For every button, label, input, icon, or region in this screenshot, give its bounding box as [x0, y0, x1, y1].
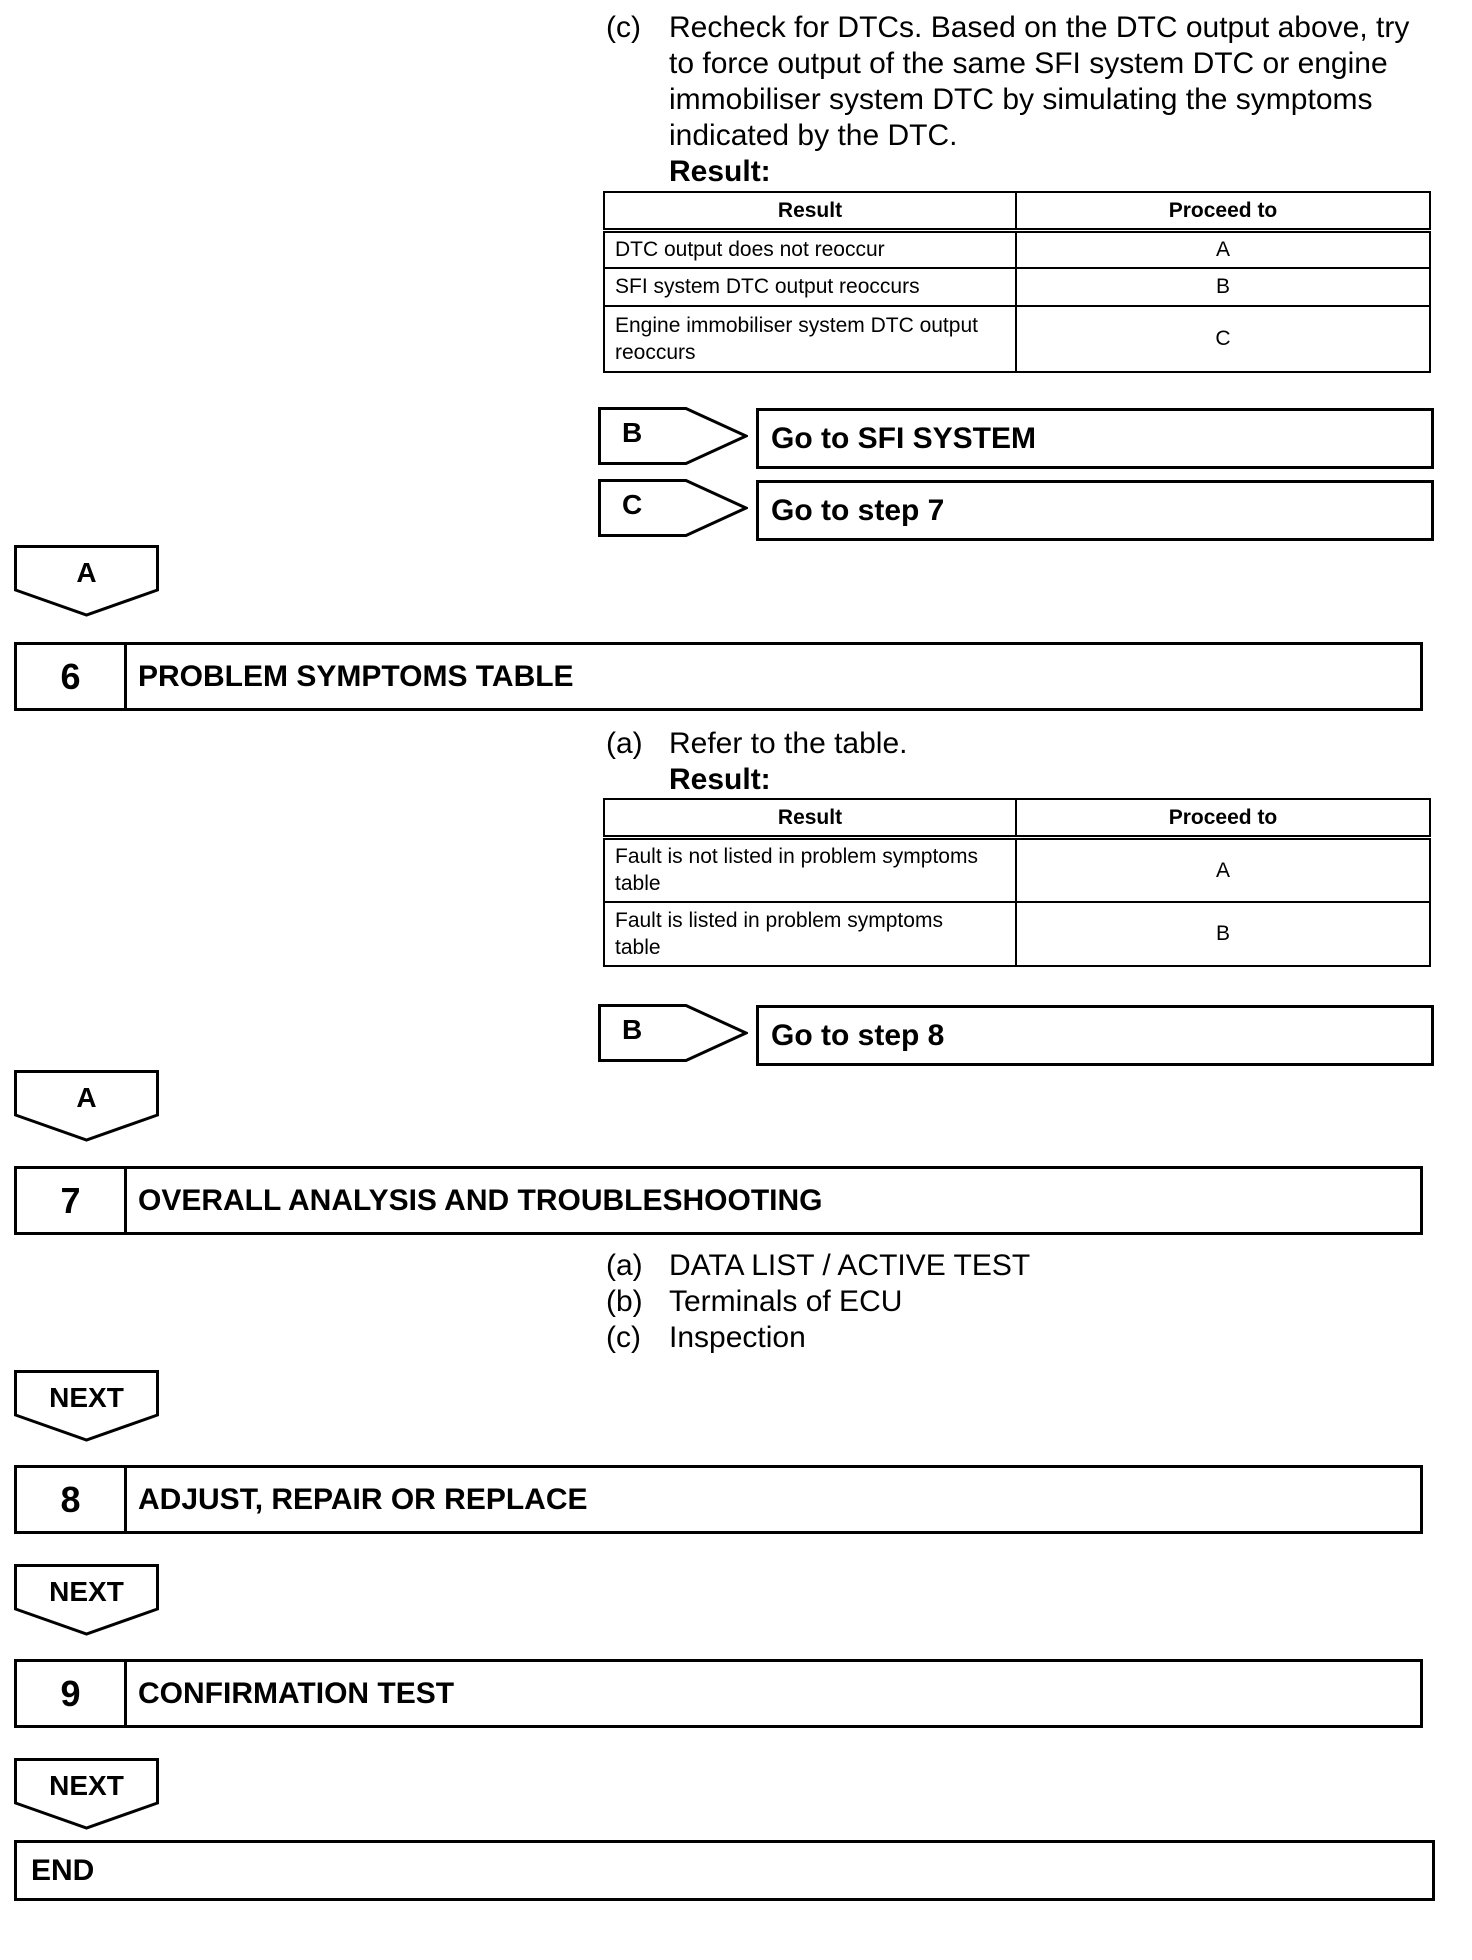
step-number: 9	[17, 1662, 127, 1725]
item-label: (a)	[606, 1249, 643, 1282]
end-box: END	[14, 1840, 1435, 1901]
text-line: to force output of the same SFI system DTC or engine	[669, 47, 1388, 80]
table-row	[604, 306, 1430, 372]
item-text: Terminals of ECU	[669, 1285, 903, 1318]
table-row	[604, 838, 1430, 902]
right-arrow-icon	[598, 1004, 748, 1062]
item-text: DATA LIST / ACTIVE TEST	[669, 1249, 1031, 1282]
step-title: ADJUST, REPAIR OR REPLACE	[138, 1482, 588, 1516]
result-label: Result:	[669, 155, 771, 188]
item-label: (a)	[606, 727, 643, 760]
item-label: (c)	[606, 11, 641, 44]
down-arrow-a	[14, 545, 159, 617]
list-item	[606, 1320, 806, 1356]
list-item	[606, 1248, 1031, 1284]
cell-result	[604, 838, 1016, 902]
step7-items	[606, 1248, 1426, 1358]
branch-arrow-c	[598, 479, 748, 537]
down-arrow-label: NEXT	[49, 1382, 124, 1413]
branch-arrow-b	[598, 1004, 748, 1062]
header-proceed: Proceed to	[1016, 192, 1430, 231]
step-7-header	[14, 1166, 1423, 1235]
result-label: Result:	[669, 763, 771, 796]
step-title: CONFIRMATION TEST	[138, 1676, 455, 1710]
cell-result	[604, 306, 1016, 372]
step-number: 7	[17, 1169, 127, 1232]
step-number: 8	[17, 1468, 127, 1531]
header-result: Result	[604, 799, 1016, 838]
header-result: Result	[604, 192, 1016, 231]
cell-line: table	[615, 872, 661, 896]
down-arrow-label: NEXT	[49, 1770, 124, 1801]
cell-line: Fault is not listed in problem symptoms	[615, 845, 978, 869]
header-proceed: Proceed to	[1016, 799, 1430, 838]
goto-sfi-system[interactable]: Go to SFI SYSTEM	[756, 408, 1434, 469]
cell-proceed: A	[1016, 231, 1430, 268]
down-arrow-next	[14, 1564, 159, 1636]
down-arrow-next	[14, 1370, 159, 1442]
table-row	[604, 268, 1430, 306]
step-6-header	[14, 642, 1423, 711]
item-text: Refer to the table.	[669, 727, 908, 760]
down-arrow-label: A	[76, 557, 97, 588]
table-header-row	[604, 192, 1430, 231]
list-item	[606, 1284, 903, 1320]
cell-proceed: B	[1016, 902, 1430, 966]
branch-letter: B	[622, 417, 643, 448]
cell-line: reoccurs	[615, 340, 696, 364]
down-arrow-a	[14, 1070, 159, 1142]
result-table-step5	[603, 191, 1431, 373]
result-table-step6	[603, 798, 1431, 967]
cell-line: table	[615, 935, 661, 959]
item-text: Inspection	[669, 1321, 806, 1354]
text-line: Recheck for DTCs. Based on the DTC output above, try	[669, 11, 1410, 44]
table-header-row	[604, 799, 1430, 838]
branch-letter: B	[622, 1014, 643, 1045]
step5-c-paragraph	[606, 10, 1426, 156]
cell-proceed: B	[1016, 268, 1430, 306]
cell-line: Engine immobiliser system DTC output	[615, 313, 978, 337]
down-arrow-next	[14, 1758, 159, 1830]
step-8-header	[14, 1465, 1423, 1534]
item-text	[669, 10, 1409, 154]
step6-a-paragraph	[606, 726, 1426, 762]
branch-letter: C	[622, 489, 643, 520]
right-arrow-icon	[598, 407, 748, 465]
step-9-header	[14, 1659, 1423, 1728]
cell-proceed: C	[1016, 306, 1430, 372]
cell-result	[604, 902, 1016, 966]
step-title: PROBLEM SYMPTOMS TABLE	[138, 659, 574, 693]
step-number: 6	[17, 645, 127, 708]
branch-arrow-b	[598, 407, 748, 465]
goto-step-7[interactable]: Go to step 7	[756, 480, 1434, 541]
item-label: (c)	[606, 1321, 641, 1354]
down-arrow-label: NEXT	[49, 1576, 124, 1607]
cell-line: Fault is listed in problem symptoms	[615, 908, 943, 932]
down-arrow-label: A	[76, 1082, 97, 1113]
cell-proceed: A	[1016, 838, 1430, 902]
cell-result: DTC output does not reoccur	[604, 231, 1016, 268]
text-line: indicated by the DTC.	[669, 119, 958, 152]
item-label: (b)	[606, 1285, 643, 1318]
table-row	[604, 902, 1430, 966]
step-title: OVERALL ANALYSIS AND TROUBLESHOOTING	[138, 1183, 823, 1217]
goto-step-8[interactable]: Go to step 8	[756, 1005, 1434, 1066]
table-row	[604, 231, 1430, 268]
right-arrow-icon	[598, 479, 748, 537]
cell-result: SFI system DTC output reoccurs	[604, 268, 1016, 306]
text-line: immobiliser system DTC by simulating the symptoms	[669, 83, 1373, 116]
